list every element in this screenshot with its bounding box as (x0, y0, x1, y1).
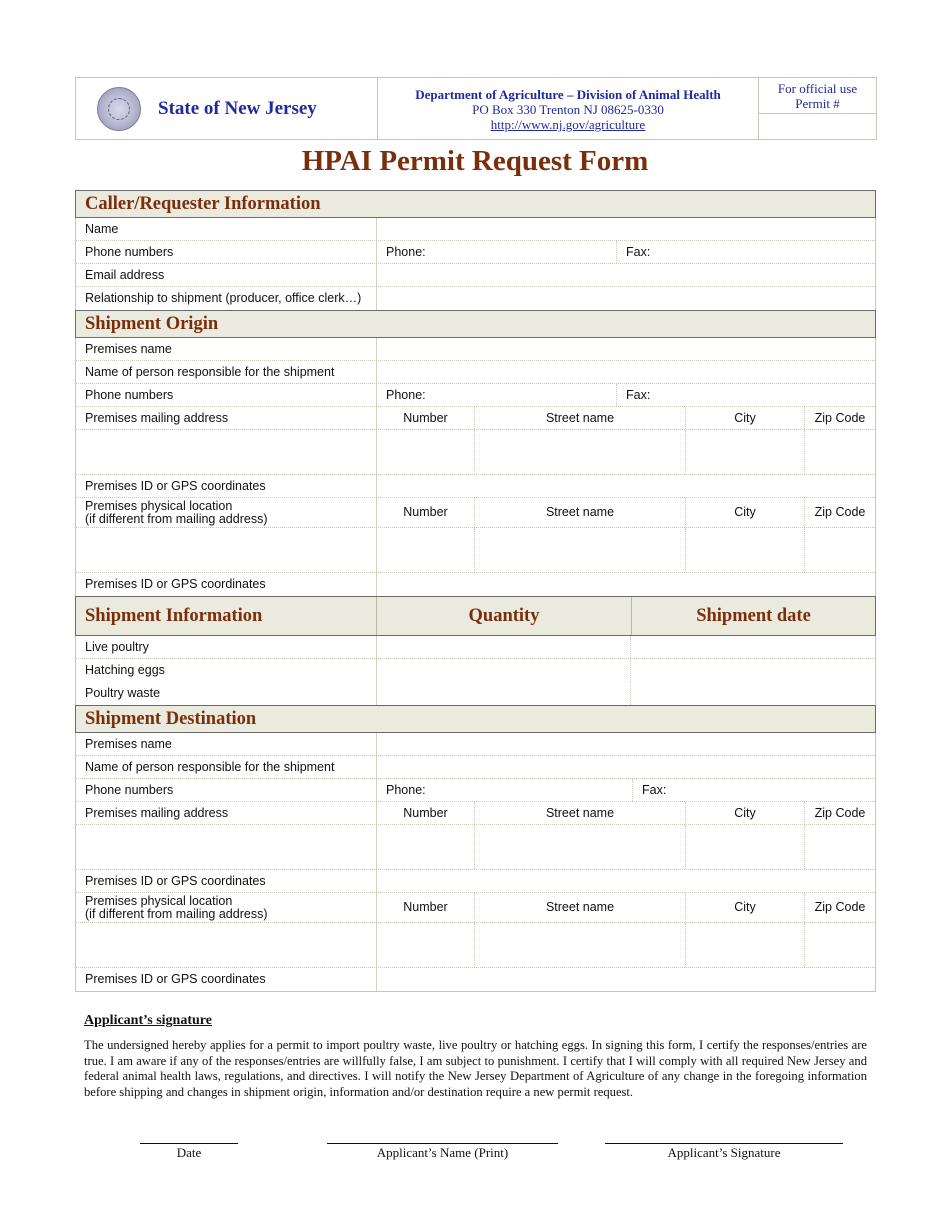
origin-phone-group (377, 384, 875, 406)
field-label: Phone numbers (76, 384, 377, 406)
table-row (76, 528, 875, 573)
origin-mailing-city-input[interactable] (686, 430, 805, 474)
dest-physical-zip-input[interactable] (805, 923, 875, 967)
column-header-city: City (686, 498, 805, 527)
official-use-text: For official use (777, 81, 858, 96)
dest-mailing-address-inputs (377, 825, 875, 869)
origin-premises-name-input[interactable] (377, 338, 875, 360)
table-row (76, 573, 875, 596)
dest-responsible-input[interactable] (377, 756, 875, 778)
field-label: Relationship to shipment (producer, office clerk…) (76, 287, 377, 310)
dest-physical-address-inputs (377, 923, 875, 967)
info-heading-quantity: Quantity (377, 597, 632, 635)
origin-physical-number-input[interactable] (377, 528, 475, 572)
live-poultry-inputs (377, 636, 875, 658)
field-label: Poultry waste (76, 682, 377, 705)
table-row (76, 407, 875, 430)
origin-physical-street-input[interactable] (475, 528, 686, 572)
origin-mailing-zip-input[interactable] (805, 430, 875, 474)
official-use-label (759, 78, 876, 114)
field-label: Premises mailing address (76, 407, 377, 429)
table-row (76, 241, 875, 264)
physical-location-label: Premises physical location (85, 894, 233, 908)
header-state-block (76, 78, 378, 139)
table-row (76, 384, 875, 407)
applicant-signature-label: Applicant’s Signature (667, 1145, 781, 1160)
table-row (76, 682, 875, 705)
field-label: Premises ID or GPS coordinates (76, 968, 377, 991)
table-row (76, 475, 875, 498)
column-header-street: Street name (475, 407, 686, 429)
origin-mailing-number-input[interactable] (377, 430, 475, 474)
dest-mailing-city-input[interactable] (686, 825, 805, 869)
field-label: Name (76, 218, 377, 240)
origin-mailing-address-inputs (377, 430, 875, 474)
table-row (76, 287, 875, 310)
dest-mailing-number-input[interactable] (377, 825, 475, 869)
signature-heading: Applicant’s signature (84, 1013, 212, 1028)
empty-label-cell (76, 923, 377, 967)
table-row (76, 802, 875, 825)
section-caller-heading: Caller/Requester Information (75, 190, 876, 218)
date-line[interactable] (140, 1143, 238, 1144)
page-title: HPAI Permit Request Form (301, 145, 649, 177)
form-header (75, 77, 877, 140)
info-heading-date: Shipment date (696, 606, 811, 626)
table-row (76, 968, 875, 991)
table-row (76, 893, 875, 923)
dest-physical-number-input[interactable] (377, 923, 475, 967)
field-label: Premises name (76, 733, 377, 755)
table-row (76, 361, 875, 384)
poultry-waste-quantity-input[interactable] (377, 682, 631, 705)
signature-statement: The undersigned hereby applies for a permit to import poultry waste, live poultry or hatching eggs. In signing this form, I certify the responses/entries are true. I am aware if any of the responses/entries are willfully false, I am subject to punishment. I certify that I will comply with all required New Jersey and federal animal health laws, regulations, and directives. I will notify the New Jersey Department of Agriculture of any change in the foregoing information before shipping and changes in shipment origin, information and/or destination require a new permit request. (84, 1038, 867, 1099)
origin-responsible-input[interactable] (377, 361, 875, 383)
column-header-street: Street name (475, 802, 686, 824)
column-header-zip: Zip Code (814, 411, 866, 425)
column-header-city: City (686, 893, 805, 922)
origin-mailing-street-input[interactable] (475, 430, 686, 474)
caller-email-input[interactable] (377, 264, 875, 286)
caller-phone-input[interactable]: Phone: (377, 241, 617, 263)
origin-physical-city-input[interactable] (686, 528, 805, 572)
applicant-name-label: Applicant’s Name (Print) (376, 1145, 509, 1160)
field-label: Name of person responsible for the shipment (76, 361, 377, 383)
address-column-headers (377, 407, 875, 429)
empty-label-cell (76, 825, 377, 869)
dest-mailing-street-input[interactable] (475, 825, 686, 869)
column-header-number: Number (377, 407, 475, 429)
permit-number-field[interactable] (759, 114, 876, 139)
field-label: Live poultry (76, 636, 377, 658)
dest-physical-city-input[interactable] (686, 923, 805, 967)
applicant-name-line[interactable] (327, 1143, 558, 1144)
column-header-street: Street name (475, 498, 686, 527)
table-row (76, 218, 875, 241)
column-header-number: Number (377, 893, 475, 922)
caller-phone-group (377, 241, 875, 263)
field-label: Hatching eggs (76, 659, 377, 682)
permit-number-label: Permit # (795, 96, 840, 111)
applicant-signature-line[interactable] (605, 1143, 843, 1144)
field-label: Premises mailing address (76, 802, 377, 824)
table-row (76, 659, 875, 682)
hatching-eggs-quantity-input[interactable] (377, 659, 631, 682)
field-label (76, 893, 377, 922)
column-header-street: Street name (475, 893, 686, 922)
caller-name-input[interactable] (377, 218, 875, 240)
department-name: Department of Agriculture – Division of Animal Health (415, 87, 721, 102)
live-poultry-date-input[interactable] (631, 636, 875, 658)
field-label (76, 498, 377, 527)
origin-physical-address-inputs (377, 528, 875, 572)
column-header-city: City (686, 407, 805, 429)
section-destination-heading: Shipment Destination (75, 705, 876, 733)
column-header-number: Number (377, 802, 475, 824)
physical-location-label: Premises physical location (85, 499, 233, 513)
table-row (76, 498, 875, 528)
info-heading-title: Shipment Information (76, 597, 377, 635)
live-poultry-quantity-input[interactable] (377, 636, 631, 658)
official-use-block (759, 78, 876, 139)
address-column-headers (377, 498, 875, 527)
field-label: Phone numbers (76, 241, 377, 263)
state-name: State of New Jersey (158, 97, 317, 119)
dest-physical-street-input[interactable] (475, 923, 686, 967)
table-row (76, 733, 875, 756)
origin-premises-id-input[interactable] (377, 475, 875, 497)
origin-phone-input[interactable]: Phone: (377, 384, 617, 406)
header-department-block (378, 78, 759, 139)
poultry-waste-inputs (377, 682, 875, 705)
table-row (76, 779, 875, 802)
physical-location-note: (if different from mailing address) (85, 512, 268, 526)
table-row (76, 636, 875, 659)
address-column-headers (377, 802, 875, 824)
department-url-link[interactable]: http://www.nj.gov/agriculture (490, 117, 646, 132)
field-label: Name of person responsible for the shipment (76, 756, 377, 778)
table-row (76, 430, 875, 475)
field-label: Premises ID or GPS coordinates (76, 870, 377, 892)
empty-label-cell (76, 528, 377, 572)
department-address: PO Box 330 Trenton NJ 08625-0330 (472, 102, 664, 117)
dest-phone-group (377, 779, 875, 801)
dest-phone-input[interactable]: Phone: (377, 779, 633, 801)
hatching-eggs-inputs (377, 659, 875, 682)
column-header-zip: Zip Code (814, 900, 866, 914)
table-row (76, 756, 875, 779)
field-label: Premises name (76, 338, 377, 360)
dest-premises-id-input[interactable] (377, 870, 875, 892)
caller-fax-input[interactable]: Fax: (626, 245, 651, 259)
physical-location-note: (if different from mailing address) (85, 907, 268, 921)
column-header-number: Number (377, 498, 475, 527)
empty-label-cell (76, 430, 377, 474)
dest-fax-input[interactable]: Fax: (642, 783, 667, 797)
hatching-eggs-date-input[interactable] (631, 659, 875, 682)
table-row (76, 264, 875, 287)
column-header-zip: Zip Code (814, 806, 866, 820)
poultry-waste-date-input[interactable] (631, 682, 875, 705)
origin-premises-id2-input[interactable] (377, 573, 875, 596)
column-header-city: City (686, 802, 805, 824)
table-row (76, 923, 875, 968)
caller-relationship-input[interactable] (377, 287, 875, 310)
dest-premises-id2-input[interactable] (377, 968, 875, 991)
address-column-headers (377, 893, 875, 922)
table-row (76, 870, 875, 893)
dest-mailing-zip-input[interactable] (805, 825, 875, 869)
origin-fax-input[interactable]: Fax: (626, 388, 651, 402)
state-seal-icon (97, 87, 141, 131)
field-label: Premises ID or GPS coordinates (76, 475, 377, 497)
section-origin-heading: Shipment Origin (75, 310, 876, 338)
column-header-zip: Zip Code (814, 505, 866, 519)
field-label: Premises ID or GPS coordinates (76, 573, 377, 596)
dest-premises-name-input[interactable] (377, 733, 875, 755)
table-row (76, 825, 875, 870)
date-label: Date (176, 1145, 202, 1160)
permit-form (75, 190, 876, 992)
table-row (76, 338, 875, 361)
field-label: Phone numbers (76, 779, 377, 801)
field-label: Email address (76, 264, 377, 286)
origin-physical-zip-input[interactable] (805, 528, 875, 572)
section-info-heading (75, 596, 876, 636)
